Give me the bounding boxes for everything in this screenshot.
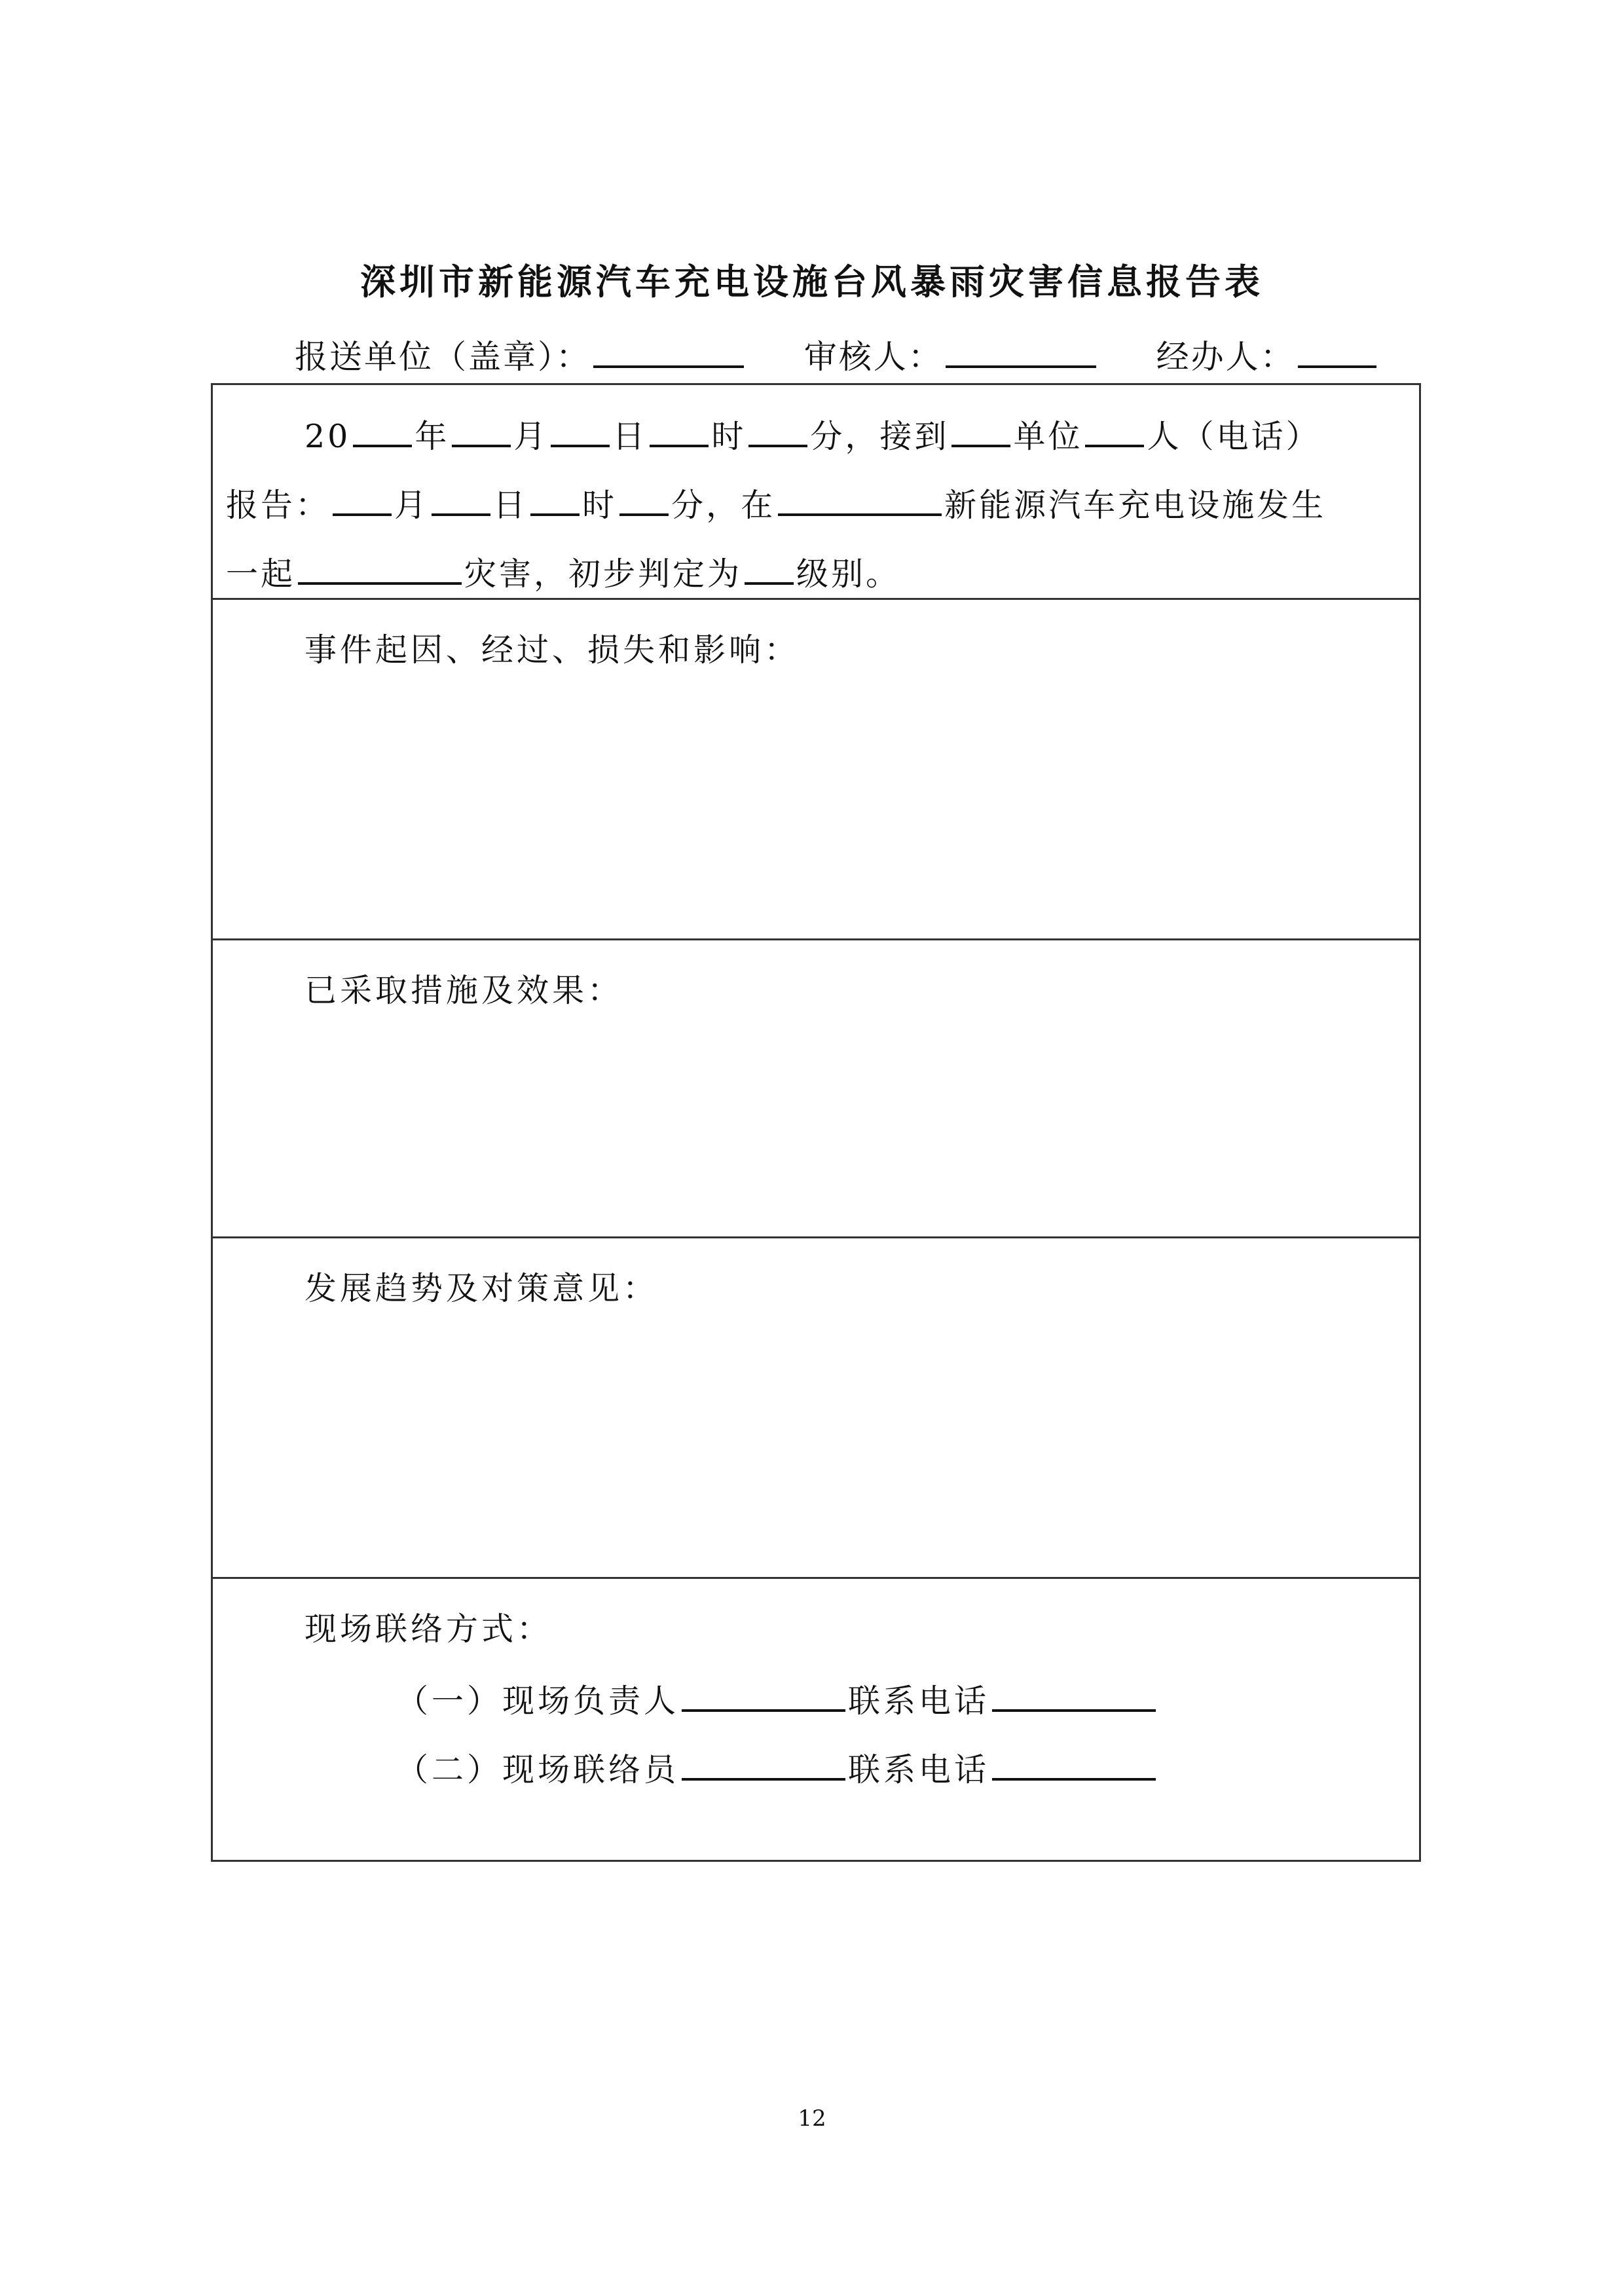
- handler-label: 经办人：: [1156, 338, 1295, 376]
- submitting-unit-field[interactable]: [593, 335, 744, 368]
- reporter-field[interactable]: [1085, 415, 1144, 447]
- site-leader-phone-label: 联系电话: [848, 1682, 990, 1720]
- site-liaison-phone-field[interactable]: [992, 1748, 1156, 1781]
- person-phone-label: 人（电话）: [1147, 418, 1321, 455]
- report-form-table: [211, 383, 1421, 1862]
- site-liaison-label: （二）现场联络员: [396, 1751, 680, 1788]
- level-field[interactable]: [745, 552, 794, 585]
- cause-section[interactable]: [213, 598, 1419, 938]
- report-line-1: [304, 411, 1320, 457]
- report-month-field[interactable]: [333, 483, 392, 516]
- site-leader-label: （一）现场负责人: [396, 1682, 680, 1720]
- contact-label: 现场联络方式：: [304, 1610, 553, 1648]
- report-line-3: [226, 549, 900, 595]
- report-month-label: 月: [394, 487, 430, 524]
- measures-section[interactable]: [213, 938, 1419, 1236]
- report-minute-field[interactable]: [619, 483, 669, 516]
- reviewer-label: 审核人：: [803, 338, 943, 376]
- report-hour-field[interactable]: [530, 483, 580, 516]
- report-day-field[interactable]: [432, 483, 490, 516]
- contact-line-1: [396, 1676, 1158, 1722]
- hour-label: 时: [711, 418, 747, 455]
- disaster-type-field[interactable]: [298, 552, 462, 585]
- year-field[interactable]: [353, 415, 412, 447]
- trend-label: 发展趋势及对策意见：: [304, 1270, 659, 1307]
- report-info-cell: [213, 385, 1419, 598]
- contact-section: [213, 1577, 1419, 1860]
- cause-label: 事件起因、经过、损失和影响：: [304, 631, 800, 669]
- month-field[interactable]: [452, 415, 511, 447]
- form-title: 深圳市新能源汽车充电设施台风暴雨灾害信息报告表: [360, 261, 1264, 303]
- report-hour-label: 时: [582, 487, 618, 524]
- location-field[interactable]: [778, 483, 942, 516]
- submitting-unit-label: 报送单位（盖章）：: [295, 338, 591, 376]
- one-label: 一起: [226, 555, 296, 593]
- year-label: 年: [415, 418, 450, 455]
- disaster-label: 灾害，初步判定为: [464, 555, 743, 593]
- report-minute-label: 分，在: [671, 487, 776, 524]
- header-row: [295, 331, 1379, 378]
- measures-label: 已采取措施及效果：: [304, 972, 623, 1009]
- reporting-unit-field[interactable]: [951, 415, 1010, 447]
- year-prefix: 20: [304, 418, 351, 455]
- site-liaison-field[interactable]: [682, 1748, 845, 1781]
- day-field[interactable]: [551, 415, 610, 447]
- hour-field[interactable]: [650, 415, 709, 447]
- page-number: 12: [798, 2105, 826, 2132]
- site-liaison-phone-label: 联系电话: [848, 1751, 990, 1788]
- level-label: 级别。: [796, 555, 901, 593]
- minute-received-label: 分，接到: [810, 418, 950, 455]
- day-label: 日: [612, 418, 648, 455]
- handler-field[interactable]: [1298, 335, 1376, 368]
- occur-label: 新能源汽车充电设施发生: [944, 487, 1327, 524]
- site-leader-phone-field[interactable]: [992, 1679, 1156, 1712]
- contact-line-2: [396, 1745, 1158, 1790]
- minute-field[interactable]: [748, 415, 807, 447]
- trend-section[interactable]: [213, 1236, 1419, 1577]
- report-label: 报告：: [226, 487, 331, 524]
- unit-label: 单位: [1013, 418, 1083, 455]
- site-leader-field[interactable]: [682, 1679, 845, 1712]
- reviewer-field[interactable]: [946, 335, 1096, 368]
- report-line-2: [226, 480, 1326, 526]
- month-label: 月: [513, 418, 549, 455]
- report-day-label: 日: [493, 487, 528, 524]
